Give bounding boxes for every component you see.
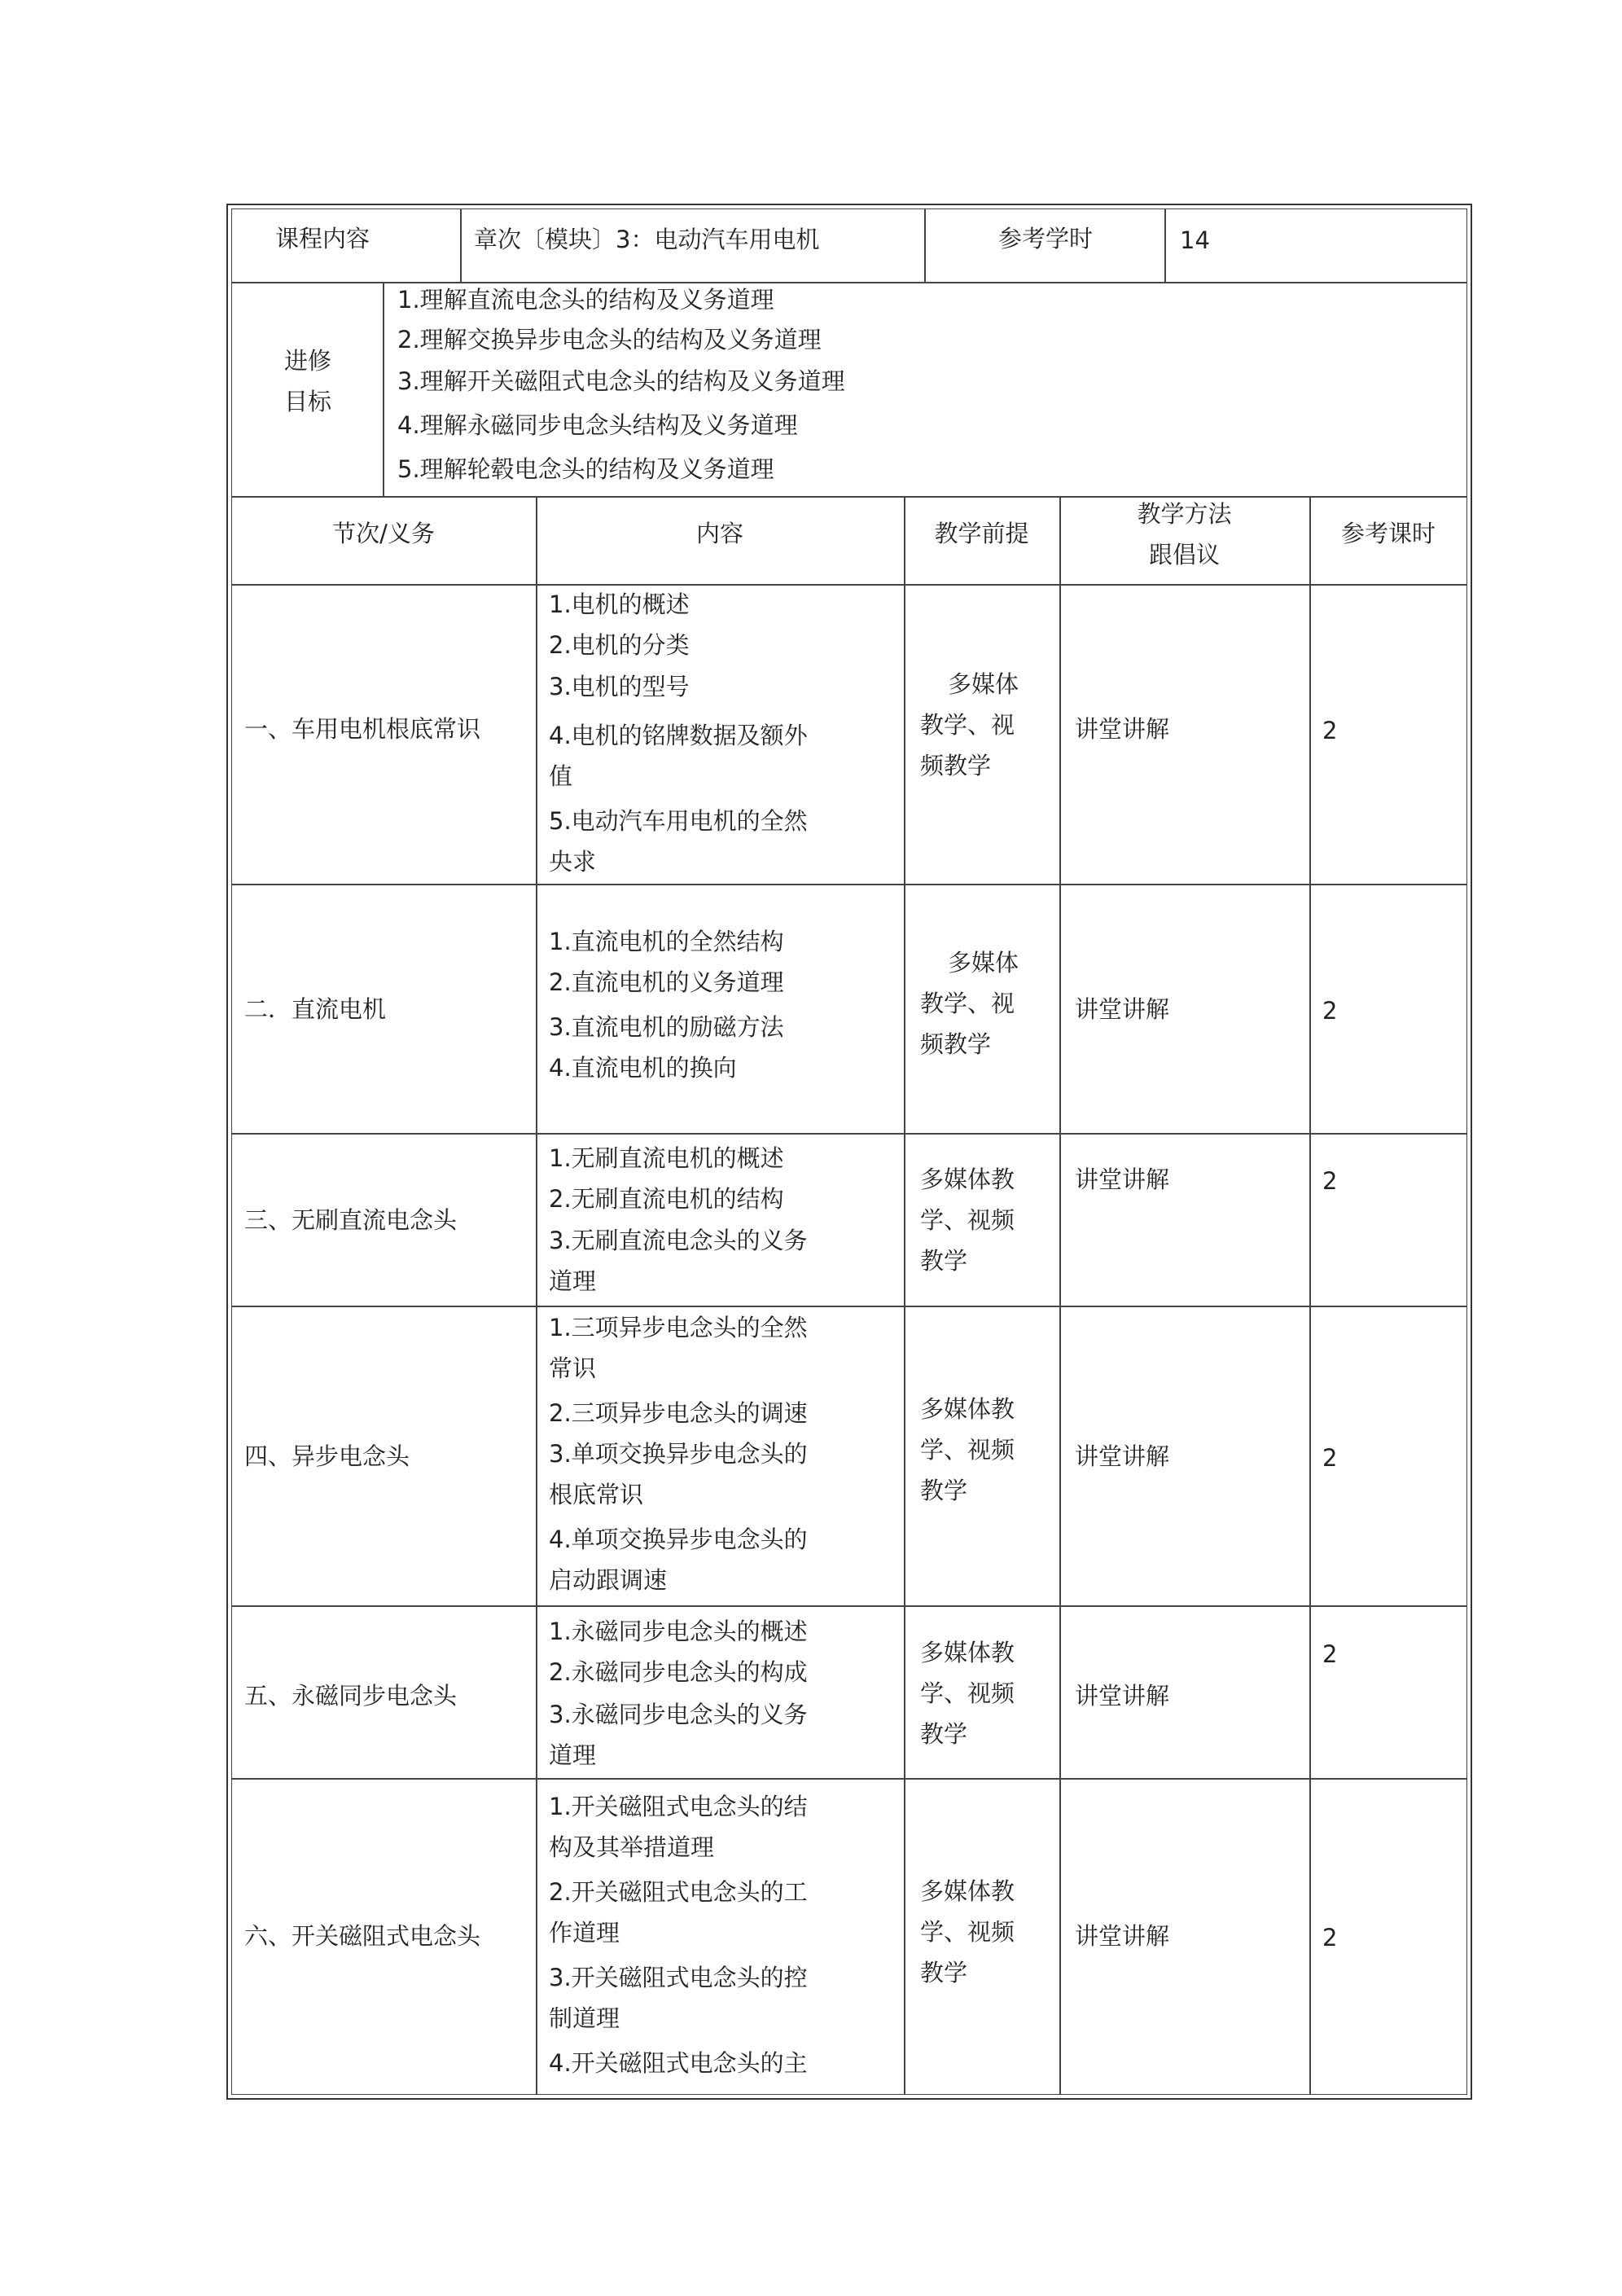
row5-content-line: 道理 — [549, 1741, 597, 1769]
row6-prereq-line: 多媒体教 — [920, 1877, 1015, 1905]
col-header-method-line1: 教学方法 — [1137, 500, 1232, 528]
row4-prereq-line: 多媒体教 — [920, 1395, 1015, 1423]
row3-content — [549, 1138, 808, 1302]
objective-item-2: 2.理解交换异步电念头的结构及义务道理 — [397, 326, 822, 353]
row6-hours: 2 — [1322, 1924, 1338, 1951]
objective-item-3: 3.理解开关磁阻式电念头的结构及义务道理 — [397, 367, 845, 395]
objective-item-5: 5.理解轮毂电念头的结构及义务道理 — [397, 455, 774, 483]
col-header-hours: 参考课时 — [1340, 520, 1436, 547]
row2-content-line: 4.直流电机的换向 — [549, 1054, 737, 1082]
row5-method: 讲堂讲解 — [1075, 1682, 1170, 1710]
ref-hours-value: 14 — [1180, 226, 1210, 254]
col-header-method — [1059, 494, 1309, 575]
row3-prereq-line: 教学 — [920, 1247, 968, 1275]
vline-header-1 — [460, 209, 462, 282]
col-header-method-line2: 跟倡议 — [1148, 541, 1220, 569]
row4-content-line: 1.三项异步电念头的全然 — [549, 1314, 808, 1341]
row1-prereq-line: 频教学 — [920, 752, 992, 779]
row4-content-line: 启动跟调速 — [549, 1566, 668, 1594]
row6-section: 六、开关磁阻式电念头 — [244, 1922, 481, 1950]
hline-row3-bottom — [231, 1306, 1467, 1307]
objective-item-1: 1.理解直流电念头的结构及义务道理 — [397, 286, 774, 314]
row1-prereq-line: 多媒体 — [948, 670, 1019, 698]
row3-content-line: 道理 — [549, 1267, 597, 1295]
row1-content-line: 值 — [549, 762, 573, 790]
row6-method: 讲堂讲解 — [1075, 1922, 1170, 1950]
row2-section: 二．直流电机 — [244, 995, 387, 1023]
row5-prereq-line: 学、视频 — [920, 1679, 1015, 1707]
ref-hours-label: 参考学时 — [998, 225, 1094, 252]
row1-prereq — [920, 664, 1019, 786]
col-header-content: 内容 — [695, 520, 743, 547]
hline-row4-bottom — [231, 1605, 1467, 1607]
row4-content-line: 2.三项异步电念头的调速 — [549, 1399, 808, 1427]
row6-content-line: 1.开关磁阻式电念头的结 — [549, 1793, 808, 1820]
row1-content-line: 1.电机的概述 — [549, 590, 690, 618]
row6-content-line: 4.开关磁阻式电念头的主 — [549, 2049, 808, 2077]
objectives-label — [269, 340, 347, 422]
hline-row2-bottom — [231, 1133, 1467, 1135]
row3-prereq-line: 多媒体教 — [920, 1166, 1015, 1193]
row4-section: 四、异步电念头 — [244, 1442, 410, 1470]
vline-objectives — [383, 282, 384, 496]
row4-method: 讲堂讲解 — [1075, 1442, 1170, 1470]
row3-content-line: 3.无刷直流电念头的义务 — [549, 1227, 808, 1254]
course-label: 课程内容 — [275, 225, 370, 252]
row1-content-line: 3.电机的型号 — [549, 673, 690, 700]
row3-content-line: 2.无刷直流电机的结构 — [549, 1185, 784, 1213]
vline-col-2 — [904, 496, 905, 2095]
row4-content-line: 3.单项交换异步电念头的 — [549, 1440, 808, 1468]
row3-prereq — [920, 1159, 1015, 1281]
row6-content-line: 作道理 — [549, 1919, 620, 1947]
row6-prereq-line: 教学 — [920, 1959, 968, 1987]
hline-colheader-bottom — [231, 584, 1467, 586]
row3-method: 讲堂讲解 — [1075, 1166, 1170, 1193]
row5-hours: 2 — [1322, 1640, 1338, 1668]
row6-content-line: 制道理 — [549, 2004, 620, 2032]
row4-content-line: 根底常识 — [549, 1481, 644, 1508]
col-header-prereq: 教学前提 — [934, 520, 1029, 547]
row1-content-line: 4.电机的铭牌数据及额外 — [549, 722, 808, 749]
vline-header-3 — [1164, 209, 1166, 282]
hline-row1-bottom — [231, 884, 1467, 885]
row1-hours: 2 — [1322, 717, 1338, 744]
row2-prereq-line: 频教学 — [920, 1030, 992, 1058]
row4-prereq-line: 教学 — [920, 1477, 968, 1504]
row6-prereq-line: 学、视频 — [920, 1918, 1015, 1946]
row4-content-line: 常识 — [549, 1354, 597, 1382]
row6-content-line: 构及其举措道理 — [549, 1833, 715, 1861]
row3-content-line: 1.无刷直流电机的概述 — [549, 1144, 784, 1172]
row3-prereq-line: 学、视频 — [920, 1206, 1015, 1234]
row2-prereq-line: 教学、视 — [920, 990, 1015, 1017]
row6-content-line: 2.开关磁阻式电念头的工 — [549, 1878, 808, 1906]
row1-content-line: 2.电机的分类 — [549, 631, 690, 659]
table-inner-border — [231, 209, 1467, 2095]
objectives-label-line2: 目标 — [283, 388, 331, 415]
row2-prereq-line: 多媒体 — [948, 949, 1019, 977]
vline-col-3 — [1059, 496, 1061, 2095]
row3-section: 三、无刷直流电念头 — [244, 1206, 458, 1234]
row5-section: 五、永磁同步电念头 — [244, 1682, 458, 1710]
vline-col-4 — [1309, 496, 1311, 2095]
row2-content — [549, 921, 784, 1088]
row1-prereq-line: 教学、视 — [920, 711, 1015, 739]
row6-content — [549, 1786, 808, 2083]
row4-content-line: 4.单项交换异步电念头的 — [549, 1526, 808, 1553]
row2-method: 讲堂讲解 — [1075, 995, 1170, 1023]
row5-prereq-line: 教学 — [920, 1720, 968, 1748]
row2-content-line: 2.直流电机的义务道理 — [549, 968, 784, 996]
row2-content-line: 1.直流电机的全然结构 — [549, 928, 784, 955]
row1-content — [549, 584, 808, 882]
vline-col-1 — [536, 496, 537, 2095]
objectives-label-line1: 进修 — [283, 347, 331, 375]
row1-method: 讲堂讲解 — [1075, 715, 1170, 743]
col-header-section: 节次/义务 — [332, 520, 435, 547]
row5-content-line: 2.永磁同步电念头的构成 — [549, 1658, 808, 1686]
row2-hours: 2 — [1322, 997, 1338, 1025]
chapter-title: 章次〔模块〕3：电动汽车用电机 — [474, 226, 820, 253]
row5-content-line: 1.永磁同步电念头的概述 — [549, 1618, 808, 1645]
row1-section: 一、车用电机根底常识 — [244, 715, 481, 743]
row3-hours: 2 — [1322, 1167, 1338, 1195]
row4-content — [549, 1307, 808, 1600]
vline-header-2 — [924, 209, 926, 282]
row6-prereq — [920, 1871, 1015, 1993]
row5-content-line: 3.永磁同步电念头的义务 — [549, 1701, 808, 1728]
row4-prereq — [920, 1389, 1015, 1511]
row4-prereq-line: 学、视频 — [920, 1436, 1015, 1464]
hline-row5-bottom — [231, 1778, 1467, 1780]
row2-content-line: 3.直流电机的励磁方法 — [549, 1013, 784, 1041]
objective-item-4: 4.理解永磁同步电念头结构及义务道理 — [397, 411, 798, 439]
row4-hours: 2 — [1322, 1444, 1338, 1472]
row1-content-line: 5.电动汽车用电机的全然 — [549, 807, 808, 835]
row5-content — [549, 1611, 808, 1776]
row5-prereq-line: 多媒体教 — [920, 1639, 1015, 1666]
row5-prereq — [920, 1632, 1015, 1754]
row2-prereq — [920, 942, 1019, 1065]
row6-content-line: 3.开关磁阻式电念头的控 — [549, 1964, 808, 1991]
row1-content-line: 央求 — [549, 848, 597, 876]
